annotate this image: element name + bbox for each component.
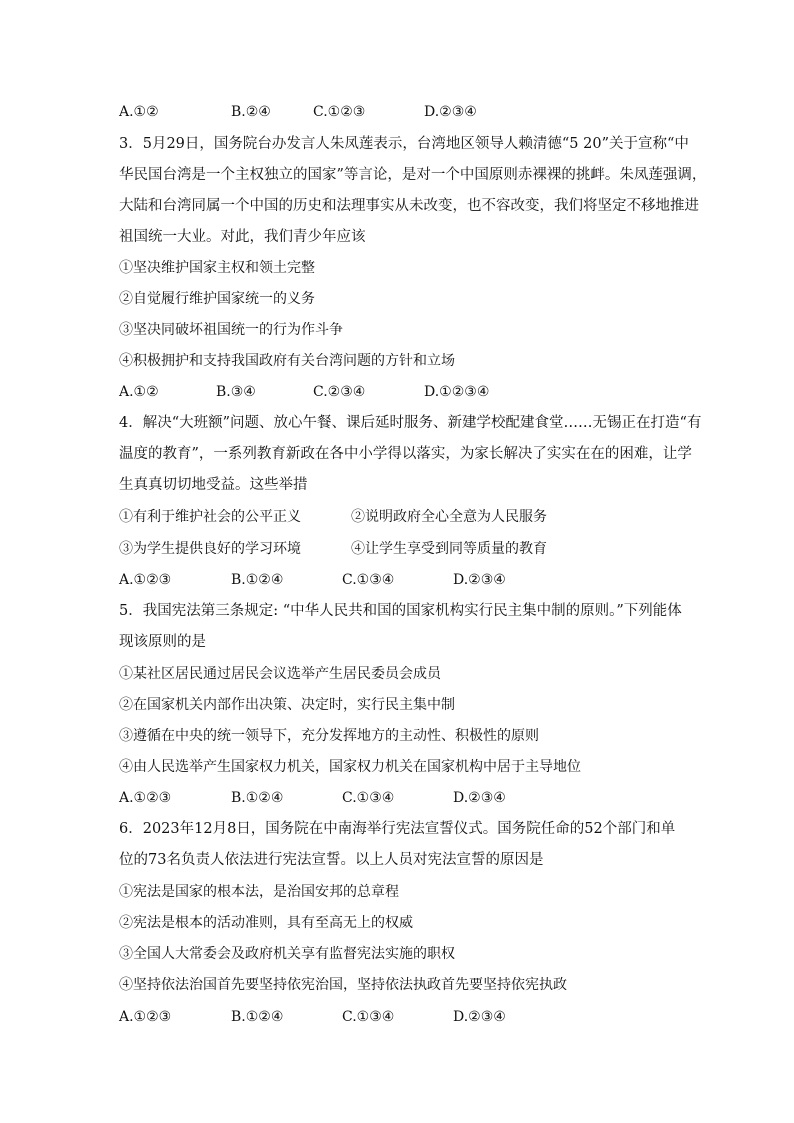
q3-option-a: A.①② <box>119 384 159 400</box>
q3-stem-line-3: 大陆和台湾同属一个中国的历史和法理事实从未改变，也不容改变，我们将坚定不移地推进 <box>119 198 699 214</box>
q5-option-c: C.①③④ <box>342 790 395 806</box>
q5-option-b: B.①②④ <box>231 790 284 806</box>
q3-stem-line-2: 华民国台湾是一个主权独立的国家”等言论，是对一个中国原则赤裸裸的挑衅。朱凤莲强调， <box>119 167 707 183</box>
q4-option-c: C.①③④ <box>342 572 395 588</box>
q4-item-3: ③为学生提供良好的学习环境 <box>119 541 301 557</box>
q4-stem-line-1: 4．解决“大班额”问题、放心午餐、课后延时服务、新建学校配建食堂……无锡正在打造“有 <box>119 415 702 431</box>
q5-item-1: ①某社区居民通过居民会议选举产生居民委员会成员 <box>119 666 441 682</box>
q3-stem-line-1: 3．5月29日，国务院台办发言人朱凤莲表示，台湾地区领导人赖清德“5 20”关于宣称“中 <box>119 136 689 152</box>
q6-item-2: ②宪法是根本的活动准则，具有至高无上的权威 <box>119 915 413 931</box>
q3-option-d: D.①②③④ <box>424 384 490 400</box>
q6-stem-line-2: 位的73名负责人依法进行宪法宣誓。以上人员对宪法宣誓的原因是 <box>119 852 544 868</box>
q3-item-2: ②自觉履行维护国家统一的义务 <box>119 291 315 307</box>
q6-option-a: A.①②③ <box>119 1009 172 1025</box>
q6-option-c: C.①③④ <box>342 1009 395 1025</box>
q5-item-4: ④由人民选举产生国家权力机关，国家权力机关在国家机构中居于主导地位 <box>119 759 581 775</box>
q6-item-1: ①宪法是国家的根本法，是治国安邦的总章程 <box>119 884 399 900</box>
q5-stem-line-1: 5．我国宪法第三条规定: “中华人民共和国的国家机构实行民主集中制的原则。”下列能体 <box>119 603 682 619</box>
q2-option-a: A.①② <box>119 104 159 120</box>
q6-option-b: B.①②④ <box>231 1009 284 1025</box>
q5-item-3: ③遵循在中央的统一领导下，充分发挥地方的主动性、积极性的原则 <box>119 728 539 744</box>
q6-item-4: ④坚持依法治国首先要坚持依宪治国，坚持依法执政首先要坚持依宪执政 <box>119 977 567 993</box>
q4-option-a: A.①②③ <box>119 572 172 588</box>
q5-stem-line-2: 现该原则的是 <box>119 634 206 650</box>
q3-item-1: ①坚决维护国家主权和领土完整 <box>119 260 315 276</box>
q6-stem-line-1: 6．2023年12月8日，国务院在中南海举行宪法宣誓仪式。国务院任命的52个部门和单 <box>119 821 676 837</box>
q2-option-c: C.①②③ <box>313 104 366 120</box>
q3-item-3: ③坚决同破坏祖国统一的行为作斗争 <box>119 322 343 338</box>
q3-stem-line-4: 祖国统一大业。对此，我们青少年应该 <box>119 229 366 245</box>
q3-option-c: C.②③④ <box>313 384 366 400</box>
q4-item-2: ②说明政府全心全意为人民服务 <box>351 509 547 525</box>
q2-option-d: D.②③④ <box>424 104 477 120</box>
q4-item-4: ④让学生享受到同等质量的教育 <box>351 541 547 557</box>
q5-option-a: A.①②③ <box>119 790 172 806</box>
q5-option-d: D.②③④ <box>453 790 506 806</box>
q2-option-b: B.②④ <box>231 104 271 120</box>
q4-stem-line-3: 生真真切切地受益。这些举措 <box>119 477 308 493</box>
q4-option-d: D.②③④ <box>453 572 506 588</box>
q6-item-3: ③全国人大常委会及政府机关享有监督宪法实施的职权 <box>119 946 455 962</box>
q4-item-1: ①有利于维护社会的公平正义 <box>119 509 301 525</box>
q4-stem-line-2: 温度的教育”，一系列教育新政在各中小学得以落实，为家长解决了实实在在的困难，让学 <box>119 446 692 462</box>
q5-item-2: ②在国家机关内部作出决策、决定时，实行民主集中制 <box>119 697 455 713</box>
q4-option-b: B.①②④ <box>231 572 284 588</box>
q6-option-d: D.②③④ <box>453 1009 506 1025</box>
q3-item-4: ④积极拥护和支持我国政府有关台湾问题的方针和立场 <box>119 353 455 369</box>
q3-option-b: B.③④ <box>216 384 256 400</box>
